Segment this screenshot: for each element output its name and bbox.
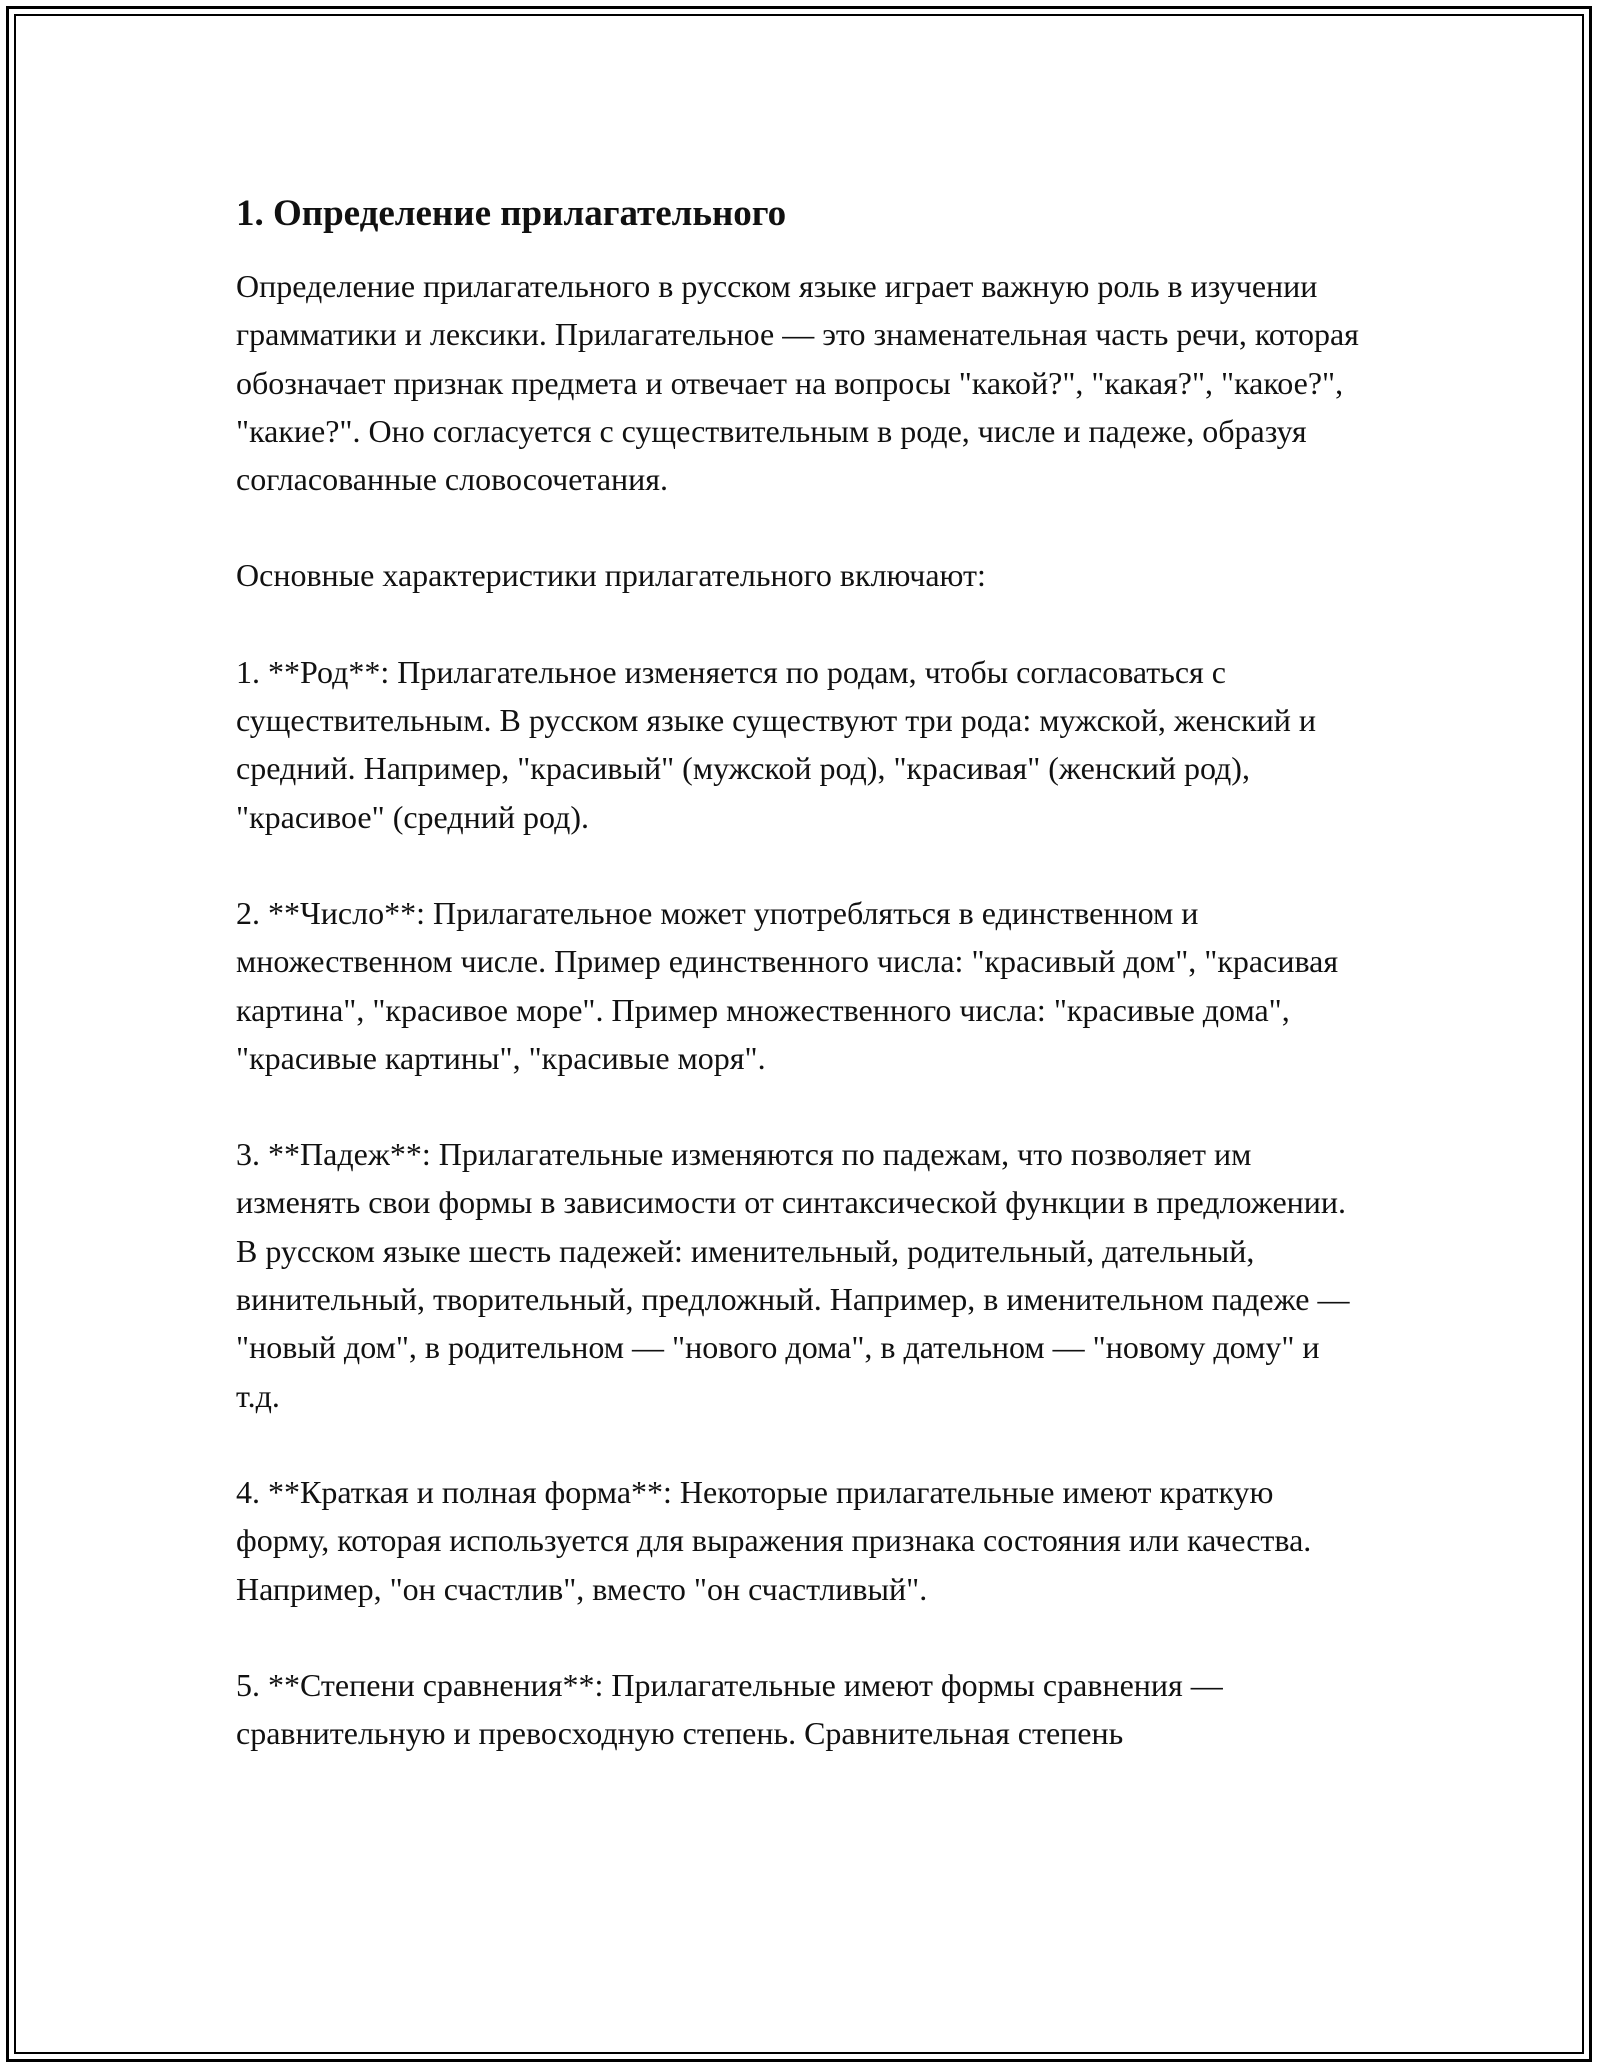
paragraph-characteristics-lead: Основные характеристики прилагательного включают: [236,557,986,594]
list-item-case: 3. **Падеж**: Прилагательные изменяются по падежам, что позволяет им изменять свои формы в зависимости от синтаксической функции в предложении. В русском языке шесть падежей: именительный, родительный, дательный, винительный, творительный, предложный. Например, в именительном падеже — "новый дом", в родительном — "нового дома", в дательном — "новому дому" и т.д. [236,1136,1350,1414]
list-item-degrees-comparison: 5. **Степени сравнения**: Прилагательные имеют формы сравнения — сравнительную и превосходную степень. Сравнительная степень [236,1666,1223,1752]
document-body [236,188,1366,1805]
section-heading: 1. Определение прилагательного [236,193,787,234]
list-item-short-full-form: 4. **Краткая и полная форма**: Некоторые прилагательные имеют краткую форму, которая используется для выражения признака состояния или качества. Например, "он счастлив", вместо "он счастливый". [236,1473,1312,1607]
list-item-number: 2. **Число**: Прилагательное может употребляться в единственном и множественном числе. Пример единственного числа: "красивый дом", "красивая картина", "красивое море". Пример множественного числа: "красивые дома", "красивые картины", "красивые моря". [236,894,1339,1076]
list-item-gender: 1. **Род**: Прилагательное изменяется по родам, чтобы согласоваться с существительным. В русском языке существуют три рода: мужской, женский и средний. Например, "красивый" (мужской род), "красивая" (женский род), "красивое" (средний род). [236,653,1316,835]
paragraph-intro: Определение прилагательного в русском языке играет важную роль в изучении грамматики и лексики. Прилагательное — это знаменательная часть речи, которая обозначает признак предмета и отвечает на вопросы "какой?", "какая?", "какое?", "какие?". Оно согласуется с существительным в роде, числе и падеже, образуя согласованные словосочетания. [236,268,1359,498]
